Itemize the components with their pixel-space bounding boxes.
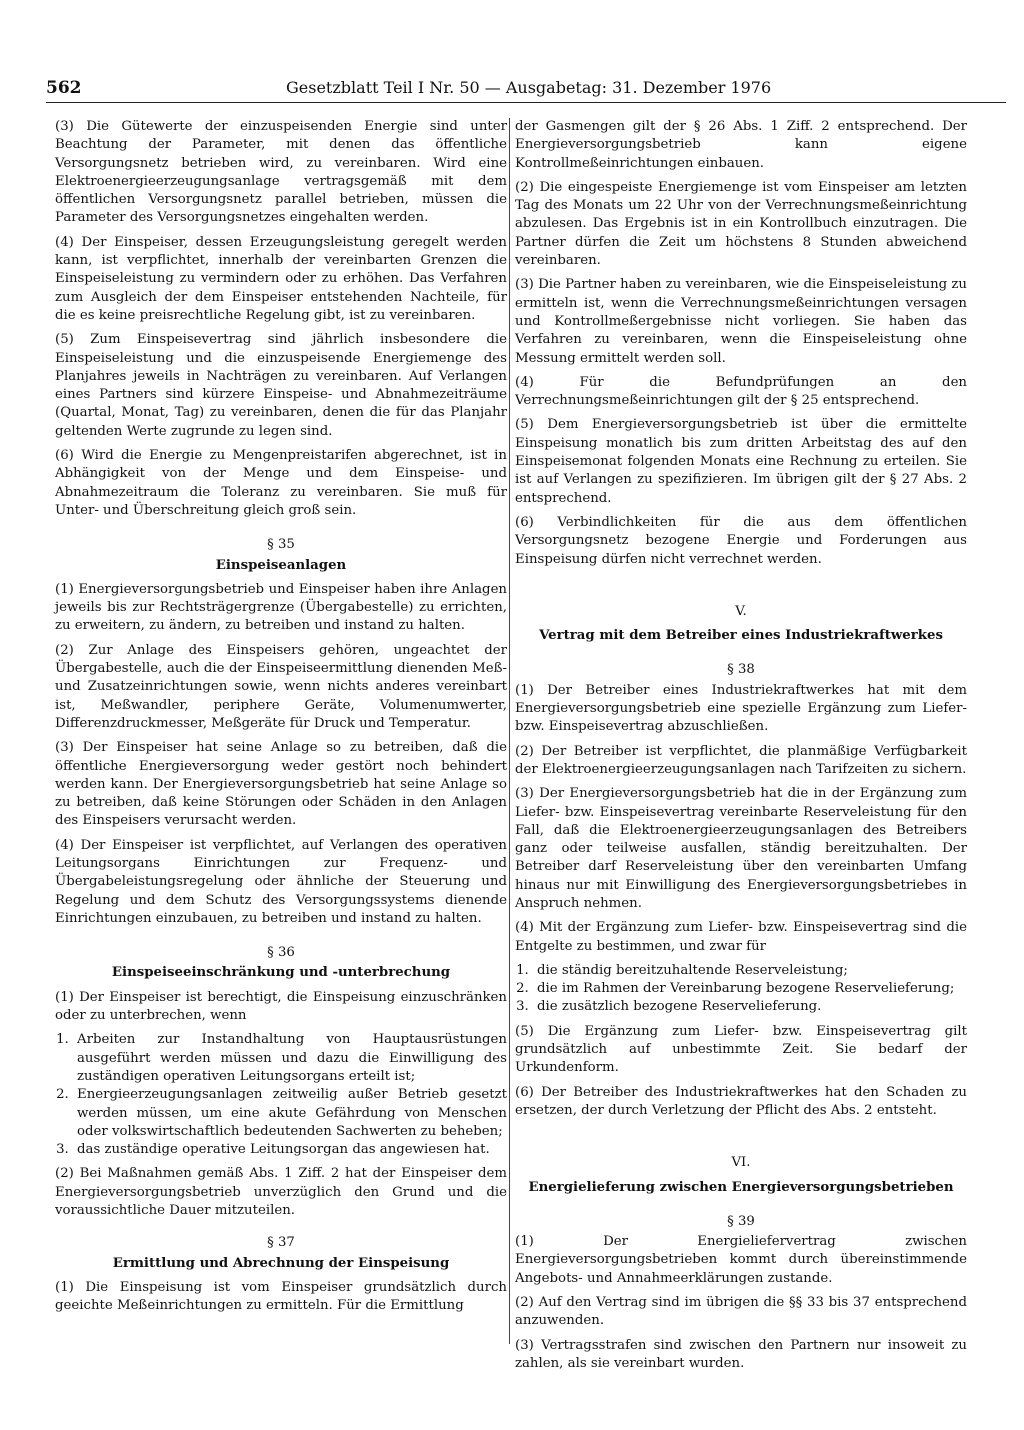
paragraph: (6) Verbindlichkeiten für die aus dem öffentlichen Versorgungsnetz bezogene Energie und Forderungen aus Einspeisung dürfen nicht verrechnet werden. — [515, 514, 967, 567]
chapter-6-title: Energielieferung zwischen Energieversorgungsbetrieben — [528, 1179, 954, 1195]
paragraph: (3) Vertragsstrafen sind zwischen den Partnern nur insoweit zu zahlen, als sie vereinbart wurden. — [515, 1337, 967, 1371]
paragraph: (5) Zum Einspeisevertrag sind jährlich insbesondere die Einspeiseleistung und die einzuspeisende Energiemenge des Planjahres jeweils in Nachträgen zu vereinbaren. Auf Verlangen eines Partners sind kürzere Einspeise- und Abnahmezeiträume (Quartal, Monat, Tag) zu vereinbaren, denen die für das Planjahr geltenden Werte zugrunde zu legen sind. — [55, 332, 507, 439]
paragraph: (3) Die Gütewerte der einzuspeisenden Energie sind unter Beachtung der Parameter, mit denen das öffentliche Versorgungsnetz betrieben wird, zu vereinbaren. Wird eine Elektroenergieerzeugungsanlage vertragsgemäß mit dem öffentlichen Versorgungsnetz parallel betrieben, müssen die Parameter des Versorgungsnetzes eingehalten werden. — [55, 119, 507, 226]
paragraph: (1) Energieversorgungsbetrieb und Einspeiser haben ihre Anlagen jeweils bis zur Rechtsträgergrenze (Übergabestelle) zu errichten, zu erweitern, zu ändern, zu betreiben und instand zu halten. — [55, 581, 507, 634]
list-item: 3. die zusätzlich bezogene Reservelieferung. — [533, 998, 967, 1016]
paragraph: (2) Bei Maßnahmen gemäß Abs. 1 Ziff. 2 hat der Einspeiser dem Energieversorgungsbetrieb unverzüglich den Grund und die voraussichtliche Dauer mitzuteilen. — [55, 1166, 507, 1219]
section-37-title: Ermittlung und Abrechnung der Einspeisung — [112, 1255, 450, 1271]
list-item: 1. die ständig bereitzuhaltende Reserveleistung; — [533, 962, 967, 980]
numbered-list — [515, 962, 967, 1017]
section-38-number: § 38 — [727, 662, 755, 678]
paragraph: (1) Die Einspeisung ist vom Einspeiser grundsätzlich durch geeichte Meßeinrichtungen zu ermitteln. Für die Ermittlung — [55, 1279, 507, 1314]
section-36-number: § 36 — [267, 945, 295, 961]
paragraph: (6) Wird die Energie zu Mengenpreistarifen abgerechnet, ist in Abhängigkeit von der Menge und dem Einspeise- und Abnahmezeitraum die Toleranz zu vereinbaren. Sie muß für Unter- und Überschreitung gleich groß sein. — [55, 448, 507, 518]
section-36-title: Einspeiseeinschränkung und -unterbrechung — [111, 965, 451, 981]
left-column — [55, 118, 507, 1322]
paragraph: (1) Der Energieliefervertrag zwischen Energieversorgungsbetrieben kommt durch übereinstimmende Angebots- und Annahmeerklärungen zustande. — [515, 1234, 967, 1286]
paragraph: (1) Der Einspeiser ist berechtigt, die Einspeisung einzuschränken oder zu unterbrechen, wenn — [55, 989, 507, 1024]
page-number: 562 — [46, 78, 82, 98]
list-item: 2. Energieerzeugungsanlagen zeitweilig außer Betrieb gesetzt werden müssen, um eine akute Gefährdung von Menschen oder volkswirtschaftlich bedeutenden Sachwerten zu beheben; — [73, 1086, 507, 1141]
paragraph: (4) Mit der Ergänzung zum Liefer- bzw. Einspeisevertrag sind die Entgelte zu bestimmen, und zwar für — [515, 920, 967, 954]
paragraph: (2) Zur Anlage des Einspeisers gehören, ungeachtet der Übergabestelle, auch die der Einspeiseermittlung dienenden Meß- und Zusatzeinrichtungen sowie, wenn nichts anderes vereinbart ist, Meßwandler, periphere Geräte, Volumenumwerter, Differenzdruckmesser, Meßgeräte für Druck und Temperatur. — [55, 642, 507, 731]
paragraph: (3) Der Energieversorgungsbetrieb hat die in der Ergänzung zum Liefer- bzw. Einspeisevertrag vereinbarte Reserveleistung für den Fall, daß die Elektroenergieerzeugungsanlagen des Betreibers ganz oder teilweise ausfallen, ständig bereitzuhalten. Der Betreiber darf Reserveleistung über den vereinbarten Umfang hinaus nur mit Einwilligung des Energieversorgungsbetriebes in Anspruch nehmen. — [515, 786, 967, 911]
section-37-number: § 37 — [267, 1235, 295, 1251]
chapter-5-title: Vertrag mit dem Betreiber eines Industriekraftwerkes — [539, 628, 943, 644]
paragraph: (4) Der Einspeiser, dessen Erzeugungsleistung geregelt werden kann, ist verpflichtet, innerhalb der vereinbarten Grenzen die Einspeiseleistung zu vermindern oder zu erhöhen. Das Verfahren zum Ausgleich der dem Einspeiser entstehenden Nachteile, für die es keine preisrechtliche Regelung gibt, ist zu vereinbaren. — [55, 234, 507, 323]
page-header — [46, 76, 1006, 103]
paragraph: (3) Die Partner haben zu vereinbaren, wie die Einspeiseleistung zu ermitteln ist, wenn die Verrechnungsmeßeinrichtungen versagen und Kontrollmeßergebnisse nicht vorliegen. Sie haben das Verfahren zu vereinbaren, wenn die Einspeiseleistung ohne Messung ermittelt werden soll. — [515, 277, 967, 366]
paragraph: (3) Der Einspeiser hat seine Anlage so zu betreiben, daß die öffentliche Energieversorgung weder gestört noch behindert werden kann. Der Energieversorgungsbetrieb hat seine Anlage so zu betreiben, daß keine Störungen oder Schäden in den Anlagen des Einspeisers verursacht werden. — [55, 740, 507, 829]
paragraph: der Gasmengen gilt der § 26 Abs. 1 Ziff. 2 entsprechend. Der Energieversorgungsbetrieb kann eigene Kontrollmeßeinrichtungen einbauen. — [515, 119, 967, 171]
paragraph: (2) Die eingespeiste Energiemenge ist vom Einspeiser am letzten Tag des Monats um 22 Uhr von der Verrechnungsmeßeinrichtung abzulesen. Das Ergebnis ist in ein Kontrollbuch einzutragen. Die Partner dürfen die Zeit um höchstens 8 Stunden abweichend vereinbaren. — [515, 179, 967, 269]
numbered-list — [55, 1031, 507, 1159]
paragraph: (2) Auf den Vertrag sind im übrigen die §§ 33 bis 37 entsprechend anzuwenden. — [515, 1295, 967, 1329]
list-item: 1. Arbeiten zur Instandhaltung von Hauptausrüstungen ausgeführt werden müssen und dazu die Einwilligung des zuständigen operativen Leitungsorgans erteilt ist; — [73, 1031, 507, 1086]
chapter-6-number: VI. — [731, 1155, 751, 1171]
paragraph: (5) Dem Energieversorgungsbetrieb ist über die ermittelte Einspeisung monatlich bis zum dritten Arbeitstag des auf den Einspeisemonat folgenden Monats eine Rechnung zu erteilen. Sie ist auf Verlangen zu spezifizieren. Im übrigen gilt der § 27 Abs. 2 entsprechend. — [515, 417, 967, 506]
section-35-title: Einspeiseanlagen — [215, 557, 347, 573]
column-divider — [509, 118, 510, 1344]
paragraph: (5) Die Ergänzung zum Liefer- bzw. Einspeisevertrag gilt grundsätzlich auf unbestimmte Zeit. Sie bedarf der Urkundenform. — [515, 1023, 967, 1076]
paragraph: (4) Der Einspeiser ist verpflichtet, auf Verlangen des operativen Leitungsorgans Einrichtungen zur Frequenz- und Übergabeleistungsregelung oder ähnliche der Steuerung und Regelung und dem Schutz des Versorgungssystems dienende Einrichtungen einzubauen, zu betreiben und instand zu halten. — [55, 837, 507, 926]
header-title: Gesetzblatt Teil I Nr. 50 — Ausgabetag: 31. Dezember 1976 — [286, 78, 772, 97]
section-35-number: § 35 — [267, 537, 295, 553]
list-item: 2. die im Rahmen der Vereinbarung bezogene Reservelieferung; — [533, 980, 967, 998]
paragraph: (4) Für die Befundprüfungen an den Verrechnungsmeßeinrichtungen gilt der § 25 entsprechend. — [515, 374, 967, 409]
paragraph: (6) Der Betreiber des Industriekraftwerkes hat den Schaden zu ersetzen, der durch Verletzung der Pflicht des Abs. 2 entsteht. — [515, 1084, 967, 1118]
section-39-number: § 39 — [727, 1213, 755, 1229]
list-item: 3. das zuständige operative Leitungsorgan das angewiesen hat. — [73, 1141, 507, 1159]
right-column — [515, 118, 967, 1379]
chapter-5-number: V. — [735, 603, 747, 619]
paragraph: (2) Der Betreiber ist verpflichtet, die planmäßige Verfügbarkeit der Elektroenergieerzeugungsanlagen nach Tarifzeiten zu sichern. — [515, 743, 967, 777]
paragraph: (1) Der Betreiber eines Industriekraftwerkes hat mit dem Energieversorgungsbetrieb eine spezielle Ergänzung zum Liefer- bzw. Einspeisevertrag abzuschließen. — [515, 682, 967, 735]
